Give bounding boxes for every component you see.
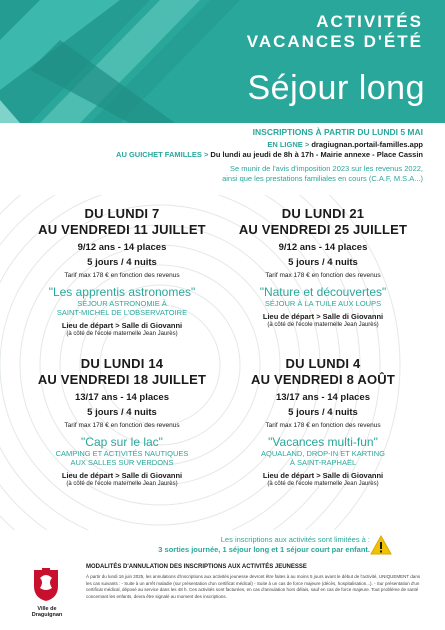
header-line2: VACANCES D'ÉTÉ bbox=[246, 32, 423, 51]
sejour-date-end: AU VENDREDI 11 JUILLET bbox=[38, 222, 206, 237]
sejour-duration: 5 jours / 4 nuits bbox=[87, 407, 157, 418]
documents-line2: ainsi que les prestations familiales en cours (C.A.F, M.S.A...) bbox=[222, 174, 423, 183]
sejour-departure: Lieu de départ > Salle di Giovanni bbox=[262, 312, 384, 321]
sejour-name: "Cap sur le lac" bbox=[81, 435, 163, 449]
modalities-title: MODALITÉS D'ANNULATION DES INSCRIPTIONS AUX ACTIVITÉS JEUNESSE bbox=[86, 564, 307, 570]
sejour-tarif: Tarif max 178 € en fonction des revenus bbox=[265, 272, 381, 279]
header-banner bbox=[0, 0, 445, 123]
header-line1: ACTIVITÉS bbox=[316, 12, 423, 31]
sejour-place-line1: SÉJOUR À LA TUILE AUX LOUPS bbox=[264, 299, 382, 308]
registration-limit bbox=[158, 535, 370, 555]
sejour-place-line2: SAINT-MICHEL DE L'OBSERVATOIRE bbox=[56, 308, 188, 317]
sejour-place-line2: À SAINT-RAPHAËL bbox=[289, 458, 357, 467]
modalities-text: À partir du lundi 16 juin 2025, les annulations d'inscriptions aux activités jeunesse devront être faites à au moins 5 jours avant le début de l'activité, UNIQUEMENT dans les cas suivants : - Suite à un arrêt maladie (sur présentation d'un certificat médical) - Suite à un cas de force majeure (décès, hospitalisation...). - Sur présentation d'un certificat médical, déposé au service dans les 48 h. Ces activités sont facturées, en cas d'annulation hors délais, sauf en cas de force majeure. Tout problème de santé concernant les enfants, devra être signalé au moment des inscriptions. bbox=[86, 574, 421, 599]
sejour-departure: Lieu de départ > Salle di Giovanni bbox=[61, 321, 183, 330]
page-title: Séjour long bbox=[247, 69, 425, 107]
sejour-date-start: DU LUNDI 21 bbox=[281, 206, 365, 221]
sejour-duration: 5 jours / 4 nuits bbox=[87, 257, 157, 268]
footer bbox=[0, 560, 445, 630]
warning-icon bbox=[370, 535, 392, 555]
sejour-departure-note: (à côté de l'école maternelle Jean Jaurès) bbox=[267, 481, 379, 487]
sejour-duration: 5 jours / 4 nuits bbox=[288, 257, 358, 268]
counter-text: Du lundi au jeudi de 8h à 17h - Mairie annexe - Place Cassin bbox=[208, 150, 423, 159]
registration-date: INSCRIPTIONS À PARTIR DU LUNDI 5 MAI bbox=[252, 127, 423, 137]
sejour-age: 9/12 ans - 14 places bbox=[278, 242, 368, 253]
sejour-tarif: Tarif max 178 € en fonction des revenus bbox=[64, 422, 180, 429]
online-label: EN LIGNE > bbox=[267, 140, 310, 149]
sejour-place-line1: CAMPING ET ACTIVITÉS NAUTIQUES bbox=[55, 449, 189, 458]
sejour-name: "Nature et découvertes" bbox=[259, 285, 387, 299]
limit-line1: Les inscriptions aux activités sont limitées à : bbox=[220, 535, 370, 544]
sejour-card-cap-sur-le-lac bbox=[22, 356, 222, 488]
sejour-card-multi-fun bbox=[223, 356, 423, 488]
sejour-place-line2: AUX SALLES SUR VERDONS bbox=[70, 458, 174, 467]
sejour-card-astronomes bbox=[22, 206, 222, 338]
town-name: Ville de Draguignan bbox=[31, 606, 63, 618]
sejour-age: 9/12 ans - 14 places bbox=[77, 242, 167, 253]
sejour-departure-note: (à côté de l'école maternelle Jean Jaurès) bbox=[66, 331, 178, 337]
documents-line1: Se munir de l'avis d'imposition 2023 sur les revenus 2022, bbox=[230, 164, 423, 173]
sejour-date-end: AU VENDREDI 8 AOÛT bbox=[251, 372, 395, 387]
sejour-tarif: Tarif max 178 € en fonction des revenus bbox=[265, 422, 381, 429]
online-registration bbox=[267, 140, 423, 149]
sejour-departure: Lieu de départ > Salle di Giovanni bbox=[262, 471, 384, 480]
sejour-place-line1: AQUALAND, DROP-IN ET KARTING bbox=[261, 449, 385, 458]
sejour-departure: Lieu de départ > Salle di Giovanni bbox=[61, 471, 183, 480]
sejour-departure-note: (à côté de l'école maternelle Jean Jaurès) bbox=[66, 481, 178, 487]
sejour-name: "Les apprentis astronomes" bbox=[48, 285, 196, 299]
limit-line2: 3 sorties journée, 1 séjour long et 1 séjour court par enfant. bbox=[158, 545, 370, 554]
sejour-date-start: DU LUNDI 7 bbox=[84, 206, 160, 221]
counter-registration bbox=[116, 150, 423, 159]
online-url[interactable]: dragiugnan.portail-familles.app bbox=[309, 140, 423, 149]
sejour-age: 13/17 ans - 14 places bbox=[74, 392, 169, 403]
sejour-name: "Vacances multi-fun" bbox=[268, 435, 378, 449]
sejour-card-nature bbox=[223, 206, 423, 329]
town-crest-logo bbox=[32, 568, 60, 602]
sejour-departure-note: (à côté de l'école maternelle Jean Jaurès) bbox=[267, 322, 379, 328]
sejour-tarif: Tarif max 178 € en fonction des revenus bbox=[64, 272, 180, 279]
sejour-date-end: AU VENDREDI 25 JUILLET bbox=[238, 222, 408, 237]
counter-label: AU GUICHET FAMILLES > bbox=[116, 150, 209, 159]
sejour-date-end: AU VENDREDI 18 JUILLET bbox=[37, 372, 207, 387]
sejour-age: 13/17 ans - 14 places bbox=[275, 392, 370, 403]
sejour-place-line1: SÉJOUR ASTRONOMIE À bbox=[77, 299, 167, 308]
sejour-date-start: DU LUNDI 4 bbox=[285, 356, 361, 371]
sejour-date-start: DU LUNDI 14 bbox=[80, 356, 164, 371]
sejour-duration: 5 jours / 4 nuits bbox=[288, 407, 358, 418]
registration-info bbox=[0, 126, 445, 192]
